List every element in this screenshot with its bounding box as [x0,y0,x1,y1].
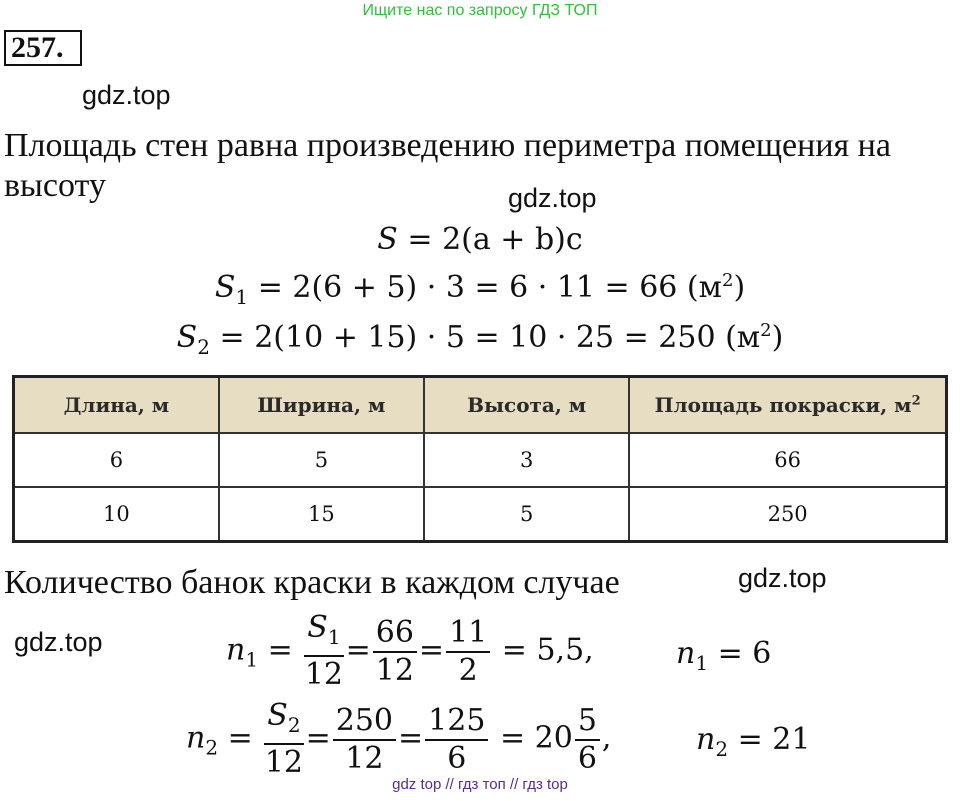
frac-num: 5 [575,703,600,741]
table-cell: 5 [219,433,424,487]
comma: , [601,720,612,756]
answer: = 6 [717,636,772,671]
answer: = 21 [737,722,811,757]
math-sub: 1 [695,651,709,675]
frac-num: S [307,610,328,645]
table-header-row [14,377,947,434]
equals: = [398,720,424,756]
result: = 5,5, [501,632,594,668]
general-formula [0,222,960,257]
paint-table [12,375,948,543]
column-header-sup: 2 [911,393,921,409]
n2-answer [696,722,810,761]
table-cell: 250 [629,487,946,542]
fraction [333,703,396,777]
fraction [446,615,490,689]
frac-den: 2 [458,652,478,688]
equals: = [418,632,445,668]
math-sub: 2 [715,737,729,761]
fraction [264,698,303,781]
search-banner: Ищите нас по запросу ГДЗ ТОП [362,2,598,19]
column-header-area [629,377,946,434]
formula-s1 [0,270,960,309]
frac-den: 12 [345,740,384,776]
footer-watermark: gdz top // гдз топ // гдз top [392,776,568,793]
equals: = [267,632,293,668]
mixed-whole: = 20 [499,720,573,756]
watermark: gdz.top [82,80,171,110]
math-var: n [696,722,716,757]
column-header-text: Площадь покраски, м [654,393,912,417]
equals: = [305,720,331,756]
math-var: n [186,720,206,756]
table-cell: 66 [629,433,946,487]
table-cell: 5 [424,487,629,542]
frac-num: 66 [373,615,417,653]
formula-rhs: = 2(10 + 15) · 5 = 10 · 25 = 250 (м [219,320,761,355]
formula-s2 [0,320,960,359]
formula-close: ) [733,270,746,305]
formula-var: S [214,270,236,305]
equals: = [345,632,371,668]
frac-num-sub: 2 [287,713,301,737]
intro-text: Площадь стен равна произведению периметра помещения на высоту [4,127,891,204]
math-var: n [676,636,696,671]
formula-var: S [377,222,398,257]
table-row [14,487,947,542]
mixed-fraction [575,703,600,777]
n2-equation [186,698,611,781]
math-sub: 2 [205,735,219,760]
formula-var: S [176,320,198,355]
table-cell: 6 [14,433,219,487]
table-cell: 15 [219,487,424,542]
task-number: 257. [4,30,82,66]
watermark: gdz.top [738,563,827,593]
frac-den: 12 [264,745,304,780]
table-row [14,433,947,487]
formula-rhs: = 2(a + b)c [407,222,583,257]
formula-sup: 2 [760,320,772,341]
formula-sup: 2 [721,270,734,291]
n1-answer [676,636,771,675]
frac-num: S [267,698,288,733]
column-header: Длина, м [14,377,219,434]
watermark: gdz.top [508,183,597,213]
frac-num: 11 [446,615,490,653]
equals: = [227,720,253,756]
frac-num: 250 [333,703,396,741]
frac-num-sub: 1 [327,625,341,649]
math-var: n [226,632,246,668]
column-header: Высота, м [424,377,629,434]
fraction [304,610,343,693]
frac-den: 6 [447,740,467,776]
table-cell: 3 [424,433,629,487]
watermark: gdz.top [14,627,103,657]
frac-den: 6 [577,740,597,776]
fraction [425,703,488,777]
formula-rhs: = 2(6 + 5) · 3 = 6 · 11 = 66 (м [257,270,722,305]
table-cell: 10 [14,487,219,542]
column-header: Ширина, м [219,377,424,434]
frac-den: 12 [375,652,414,688]
formula-sub: 2 [197,335,210,359]
formula-close: ) [771,320,784,355]
fraction [373,615,417,689]
cans-text: Количество банок краски в каждом случае [4,564,620,601]
n1-equation [226,610,594,693]
math-sub: 1 [245,647,259,672]
frac-den: 12 [304,657,344,692]
formula-sub: 1 [235,285,249,309]
frac-num: 125 [425,703,488,741]
